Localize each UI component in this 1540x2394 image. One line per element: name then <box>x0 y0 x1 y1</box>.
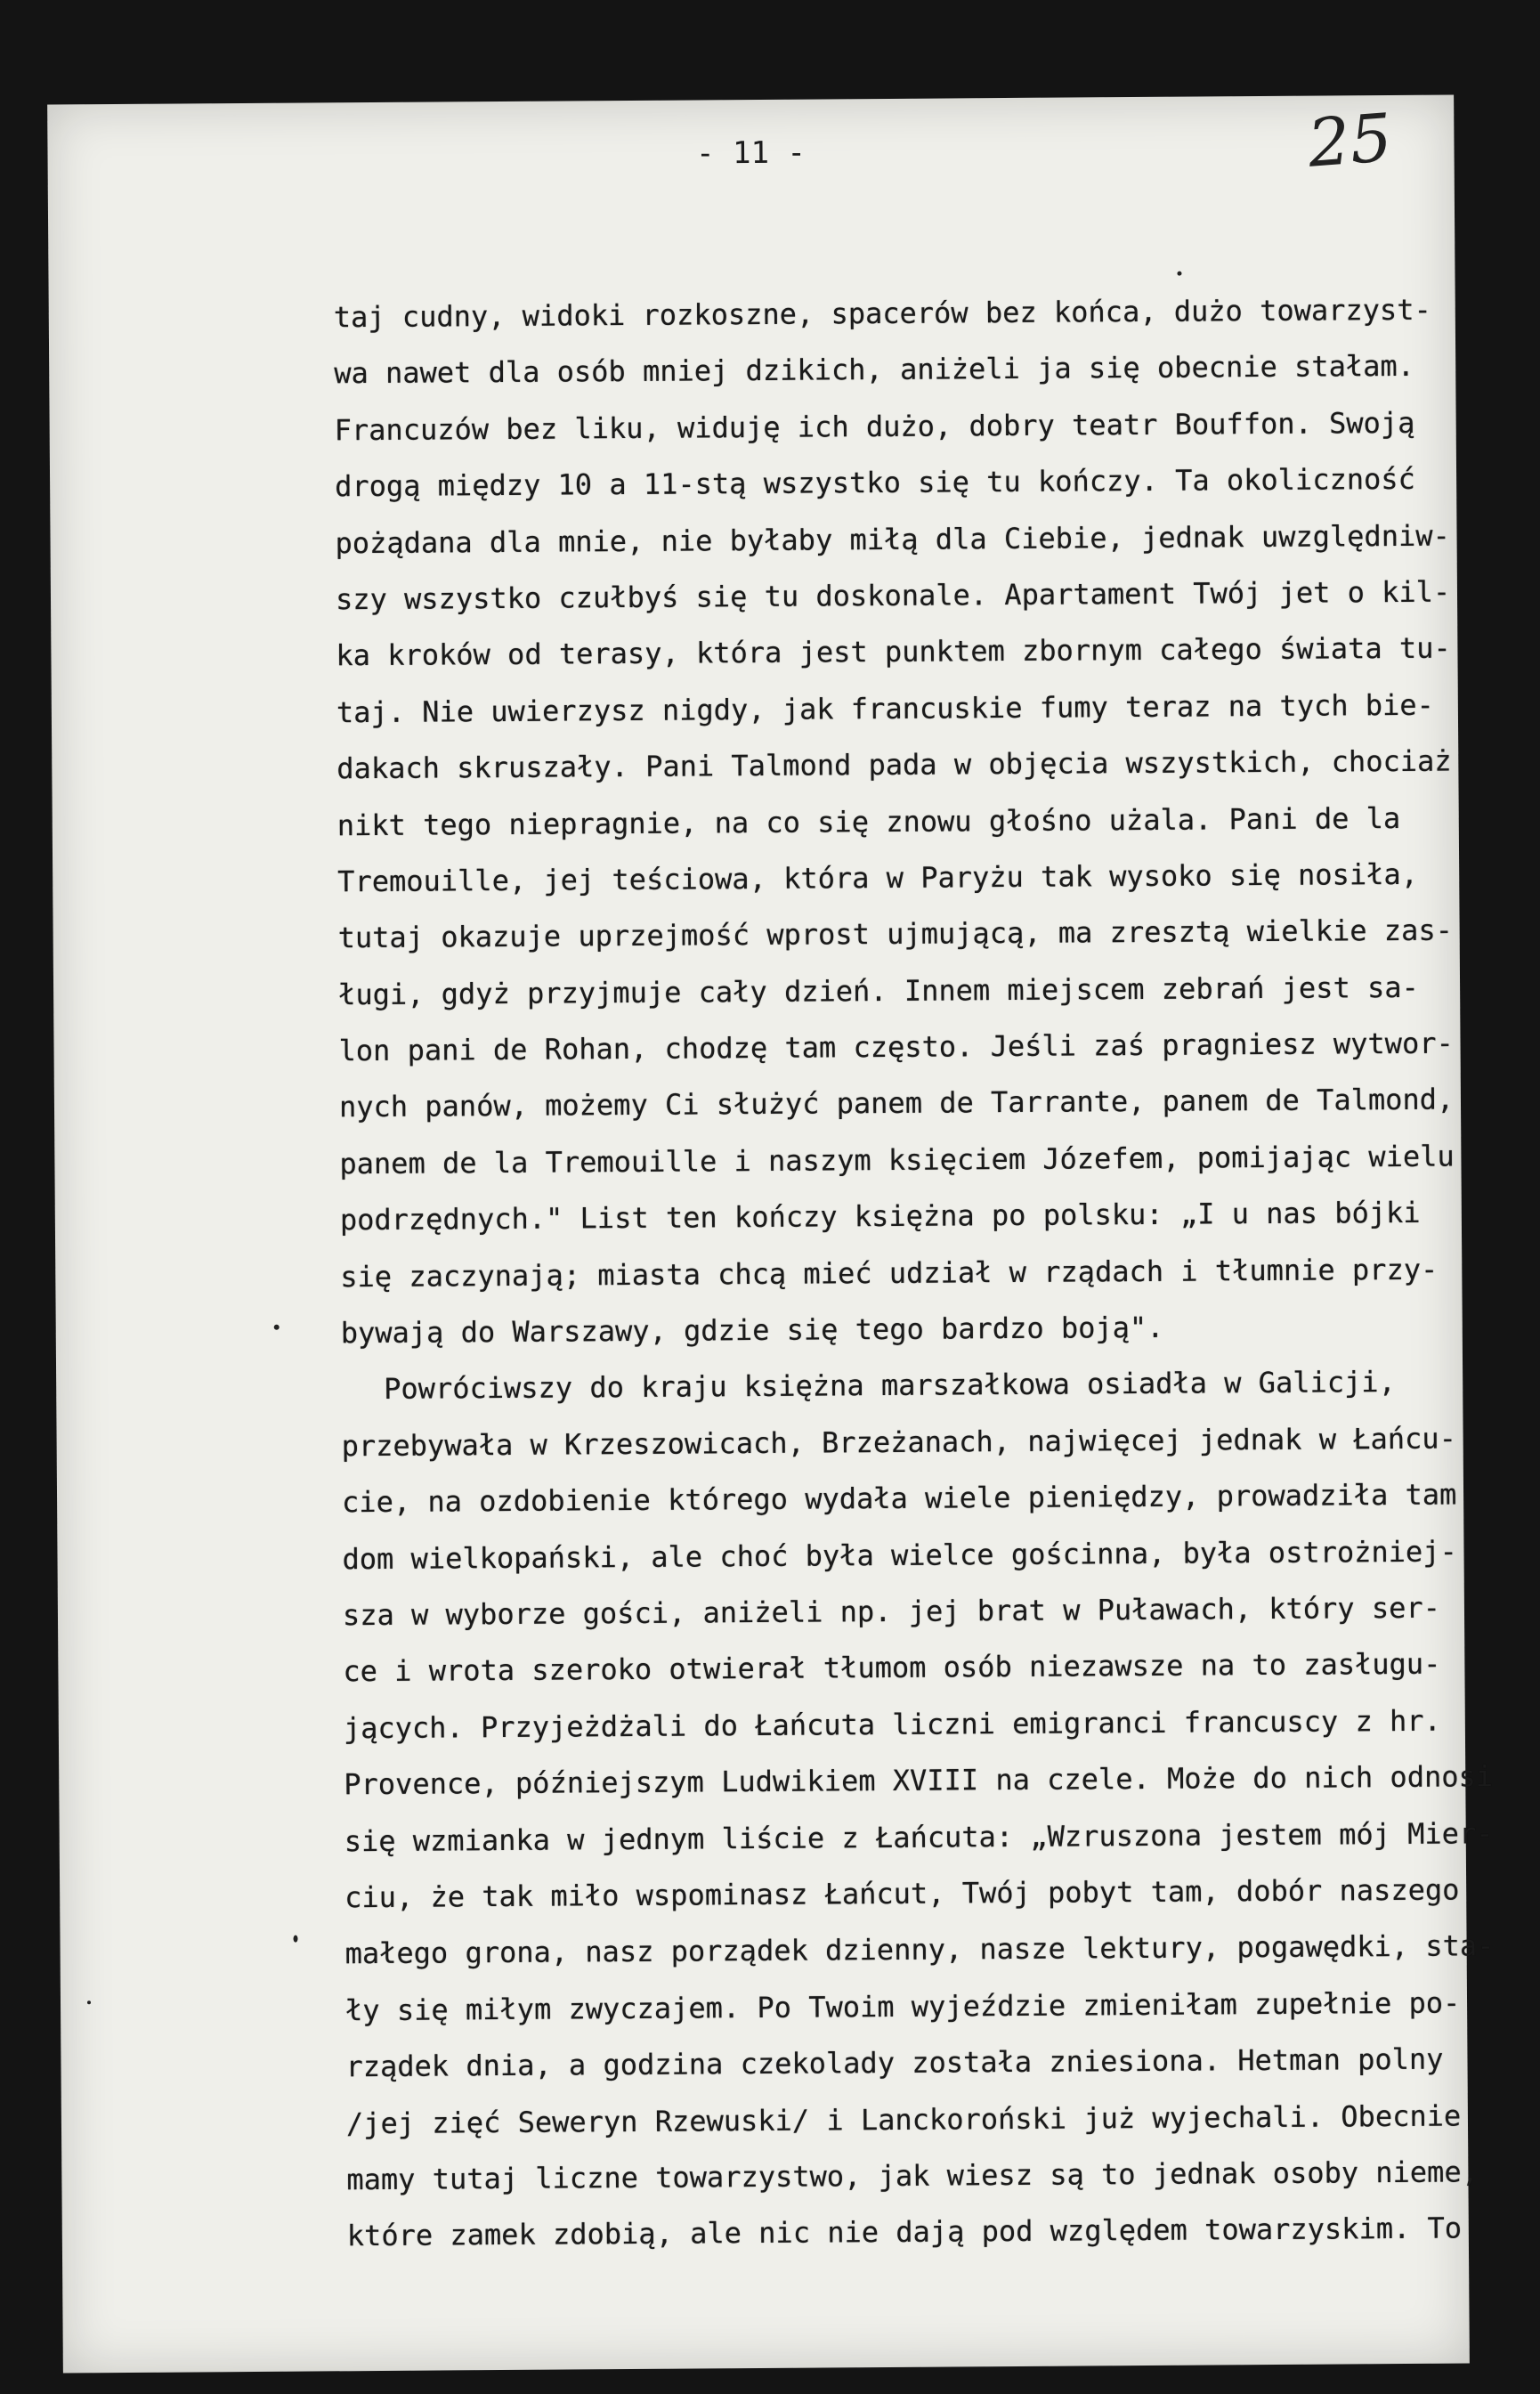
text-line: cie, na ozdobienie którego wydała wiele pieniędzy, prowadziła tam <box>341 1477 1457 1520</box>
text-line: panem de la Tremouille i naszym księciem Józefem, pomijając wielu <box>339 1139 1455 1181</box>
text-line: się zaczynają; miasta chcą mieć udział w rządach i tłumnie przy- <box>340 1252 1439 1294</box>
text-line: małego grona, nasz porządek dzienny, nasze lektury, pogawędki, sta- <box>344 1928 1495 1971</box>
text-line: ciu, że tak miło wspominasz Łańcut, Twój pobyt tam, dobór naszego <box>344 1872 1460 1915</box>
text-line: bywają do Warszawy, gdzie się tego bardzo boją". <box>340 1310 1164 1351</box>
text-line: nikt tego niepragnie, na co się znowu głośno użala. Pani de la <box>336 800 1401 842</box>
text-line: mamy tutaj liczne towarzystwo, jak wiesz są to jednak osoby nieme, <box>346 2155 1479 2197</box>
body-text <box>333 282 1495 2265</box>
film-speck <box>293 1935 297 1943</box>
text-line: drogą między 10 a 11-stą wszystko się tu kończy. Ta okoliczność <box>334 462 1415 504</box>
handwritten-folio-number: 25 <box>1305 99 1395 183</box>
text-line: jących. Przyjeżdżali do Łańcuta liczni emigranci francuscy z hr. <box>343 1703 1441 1746</box>
film-speck <box>1177 272 1181 276</box>
text-line: sza w wyborze gości, aniżeli np. jej brat w Puławach, który ser- <box>342 1590 1441 1633</box>
text-line: nych panów, możemy Ci służyć panem de Tarrante, panem de Talmond, <box>338 1083 1455 1124</box>
text-line: lon pani de Rohan, chodzę tam często. Jeśli zaś pragniesz wytwor- <box>338 1026 1454 1068</box>
page-number: - 11 - <box>695 134 806 172</box>
text-line: wa nawet dla osób mniej dzikich, aniżeli ja się obecnie stałam. <box>334 349 1415 391</box>
text-line: podrzędnych." List ten kończy księżna po polsku: „I u nas bójki <box>339 1196 1421 1238</box>
text-line: tutaj okazuje uprzejmość wprost ujmującą, ma zresztą wielkie zas- <box>337 913 1454 955</box>
text-line: taj cudny, widoki rozkoszne, spacerów bez końca, dużo towarzyst- <box>333 292 1431 335</box>
text-line: się wzmianka w jednym liście z Łańcuta: „Wzruszona jestem mój Mier- <box>344 1815 1494 1858</box>
text-line: szy wszystko czułbyś się tu doskonale. Apartament Twój jet o kil- <box>335 574 1451 617</box>
text-line: dakach skruszały. Pani Talmond pada w objęcia wszystkich, chociaż <box>336 743 1452 786</box>
text-line: rządek dnia, a godzina czekolady została zniesiona. Hetman polny <box>345 2041 1444 2084</box>
text-line: Francuzów bez liku, widuję ich dużo, dobry teatr Bouffon. Swoją <box>334 405 1415 448</box>
film-speck <box>274 1325 280 1330</box>
text-line: przebywała w Krzeszowicach, Brzeżanach, najwięcej jednak w Łańcu- <box>341 1421 1457 1464</box>
text-line: dom wielkopański, ale choć była wielce gościnna, była ostrożniej- <box>342 1534 1457 1576</box>
text-line: ługi, gdyż przyjmuje cały dzień. Innem miejscem zebrań jest sa- <box>337 970 1419 1011</box>
text-line: które zamek zdobią, ale nic nie dają pod względem towarzyskim. To <box>346 2211 1463 2253</box>
text-line: pożądana dla mnie, nie byłaby miłą dla Ciebie, jednak uwzględniw- <box>335 518 1450 560</box>
text-line: Provence, późniejszym Ludwikiem XVIII na czele. Może do nich odnosi <box>344 1759 1494 1802</box>
film-speck <box>87 2000 91 2004</box>
text-line: ły się miłym zwyczajem. Po Twoim wyjeździe zmieniłam zupełnie po- <box>344 1985 1461 2027</box>
typescript-page <box>47 95 1495 2374</box>
text-line: ka kroków od terasy, która jest punktem zbornym całego świata tu- <box>336 630 1451 673</box>
text-line: ce i wrota szeroko otwierał tłumom osób niezawsze na to zasługu- <box>343 1647 1441 1689</box>
text-line: Tremouille, jej teściowa, która w Paryżu tak wysoko się nosiła, <box>337 856 1419 899</box>
text-line: taj. Nie uwierzysz nigdy, jak francuskie fumy teraz na tych bie- <box>336 687 1435 730</box>
text-line: /jej zięć Seweryn Rzewuski/ i Lanckoroński już wyjechali. Obecnie <box>345 2098 1462 2140</box>
paragraph-first-line: Powróciwszy do kraju księżna marszałkowa osiadła w Galicji, <box>384 1365 1396 1407</box>
